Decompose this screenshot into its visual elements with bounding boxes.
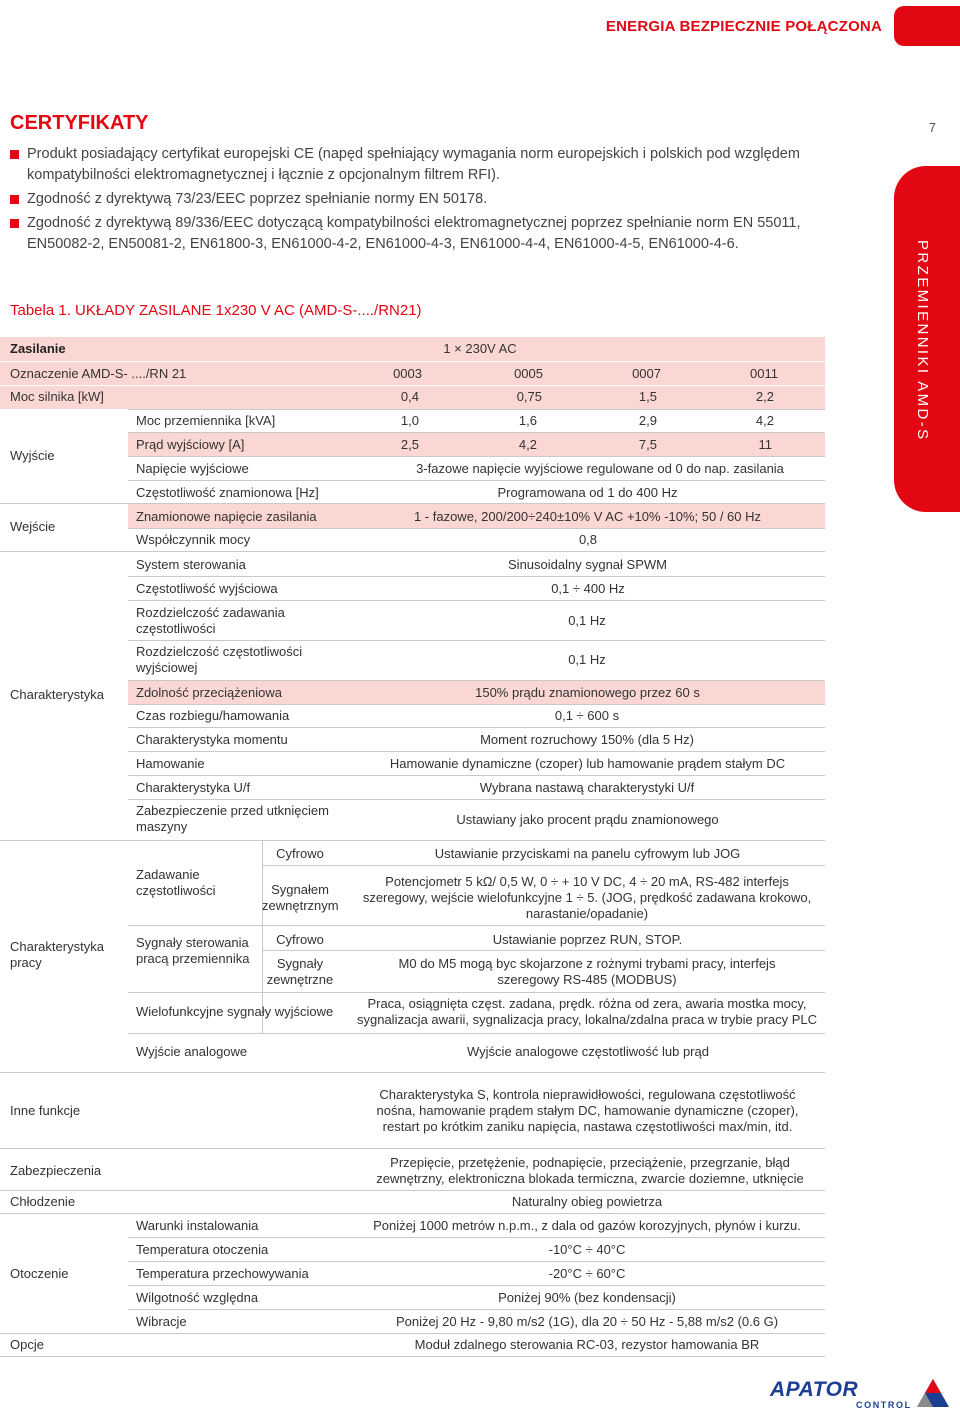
logo-wordmark: APATOR xyxy=(770,1378,859,1401)
page-number: 7 xyxy=(928,120,936,135)
braking-value: Hamowanie dynamiczne (czoper) lub hamowanie prądem stałym DC xyxy=(389,756,786,771)
storage-value: -20°C ÷ 60°C xyxy=(548,1266,626,1281)
cooling-value: Naturalny obieg powietrza xyxy=(511,1194,663,1209)
humidity-value: Poniżej 90% (bez kondensacji) xyxy=(498,1290,676,1305)
vibration-value: Poniżej 20 Hz - 9,80 m/s2 (1G), dla 20 ÷ 50 Hz - 5,88 m/s2 (0.6 G) xyxy=(395,1314,779,1329)
designation-value: 0005 xyxy=(514,366,543,381)
certificate-text: Produkt posiadający certyfikat europejski CE (napęd spełniający wymagania norm europejskich i polskich pod względem kompatybilności elektromagnetycznej i łącznie z opcjonalnym filtrem RFI). xyxy=(27,146,800,183)
multi-output-label: Wielofunkcyjne sygnały wyjściowe xyxy=(136,1004,334,1019)
braking-label: Hamowanie xyxy=(136,756,205,771)
uf-label: Charakterystyka U/f xyxy=(136,780,251,795)
uf-value: Wybrana nastawą charakterystyki U/f xyxy=(479,780,695,795)
motor-power-value: 0,75 xyxy=(516,389,542,404)
certificate-text: Zgodność z dyrektywą 89/336/EEC dotyczącą kompatybilności elektromagnetycznej poprzez spełnianie norm EN 55011, EN50082-2, EN50081-2, EN61800-3, EN61000-4-2, EN61000-4-3, EN61000-4-4, EN61000-4-5, EN61000-4-6. xyxy=(27,215,801,252)
inverter-power-label: Moc przemiennika [kVA] xyxy=(136,413,276,428)
output-frequency-value: 0,1 ÷ 400 Hz xyxy=(551,581,625,596)
overload-value: 150% prądu znamionowego przez 60 s xyxy=(475,685,700,700)
group-options: Opcje xyxy=(10,1337,44,1352)
logo-triangle-icon xyxy=(916,1378,950,1408)
vibration-label: Wibracje xyxy=(136,1314,187,1329)
freq-external-value: Potencjometr 5 kΩ/ 0,5 W, 0 ÷ + 10 V DC, 4 ÷ 20 mA, RS-482 interfejs szeregowy, wejście wielofunkcyjne 1 ÷ 5. (JOG, prędkość zadawana krokowo, narastanie/opadanie) xyxy=(362,874,812,921)
setting-resolution-value: 0,1 Hz xyxy=(568,613,606,628)
output-frequency-label: Częstotliwość wyjściowa xyxy=(136,581,278,596)
protection-value: Przepięcie, przetężenie, podnapięcie, przeciążenie, przegrzanie, błąd zewnętrzny, elektroniczna blokada termiczna, zwarcie doziemne, utknięcie xyxy=(376,1155,804,1186)
accel-time-label: Czas rozbiegu/hamowania xyxy=(136,708,290,723)
motor-power-value: 2,2 xyxy=(755,389,774,404)
motor-power-label: Moc silnika [kW] xyxy=(10,389,104,404)
output-current-value: 11 xyxy=(758,437,772,452)
rated-voltage-label: Znamionowe napięcie zasilania xyxy=(136,509,317,524)
table-caption: Tabela 1. UKŁADY ZASILANE 1x230 V AC (AMD-S-..../RN21) xyxy=(10,302,422,319)
other-value: Charakterystyka S, kontrola nieprawidłowości, regulowana częstotliwość nośna, hamowanie prądem stałym DC, hamowanie dynamiczne (czoper), restart po krótkim zaniku napięcia, nastawa częstotliwości max/min, itd. xyxy=(376,1087,799,1134)
ambient-label: Temperatura otoczenia xyxy=(136,1242,269,1257)
brand-tagline: ENERGIA BEZPIECZNIE POŁĄCZONA xyxy=(605,18,882,35)
accel-time-value: 0,1 ÷ 600 s xyxy=(554,708,620,723)
output-current-value: 7,5 xyxy=(638,437,657,452)
control-system-value: Sinusoidalny sygnał SPWM xyxy=(508,557,667,572)
logo-subtitle: CONTROL xyxy=(856,1400,912,1410)
install-label: Warunki instalowania xyxy=(136,1218,259,1233)
output-current-label: Prąd wyjściowy [A] xyxy=(136,437,245,452)
output-current-value: 2,5 xyxy=(400,437,419,452)
supply-label: Zasilanie xyxy=(10,341,66,356)
rated-frequency-value: Programowana od 1 do 400 Hz xyxy=(497,485,678,500)
rated-voltage-value: 1 - fazowe, 200/200÷240±10% V AC +10% -10%; 50 / 60 Hz xyxy=(413,509,762,524)
power-factor-label: Współczynnik mocy xyxy=(136,532,251,547)
group-input: Wejście xyxy=(10,519,56,534)
stall-label: Zabezpieczenie przed utknięciem maszyny xyxy=(136,803,329,834)
control-system-label: System sterowania xyxy=(136,557,246,572)
inverter-power-value: 1,0 xyxy=(400,413,419,428)
rated-frequency-label: Częstotliwość znamionowa [Hz] xyxy=(136,485,319,500)
overload-label: Zdolność przeciążeniowa xyxy=(136,685,282,700)
designation-value: 0007 xyxy=(632,366,661,381)
storage-label: Temperatura przechowywania xyxy=(136,1266,309,1281)
freq-setting-label: Zadawanie częstotliwości xyxy=(136,867,216,898)
designation-value: 0003 xyxy=(393,366,422,381)
analog-output-label: Wyjście analogowe xyxy=(136,1044,248,1059)
output-resolution-value: 0,1 Hz xyxy=(568,652,606,667)
signals-digital-value: Ustawianie poprzez RUN, STOP. xyxy=(492,932,683,947)
install-value: Poniżej 1000 metrów n.p.m., z dala od gazów korozyjnych, płynów i kurzu. xyxy=(373,1218,801,1233)
output-voltage-value: 3-fazowe napięcie wyjściowe regulowane od 0 do nap. zasilania xyxy=(416,461,784,476)
output-current-value: 4,2 xyxy=(518,437,537,452)
output-resolution-label: Rozdzielczość częstotliwości wyjściowej xyxy=(136,644,303,675)
group-output: Wyjście xyxy=(10,448,55,463)
group-environment: Otoczenie xyxy=(10,1266,69,1281)
group-operation: Charakterystyka pracy xyxy=(10,939,104,970)
group-characteristics: Charakterystyka xyxy=(10,687,104,702)
apator-logo xyxy=(770,1378,954,1408)
torque-label: Charakterystyka momentu xyxy=(136,732,288,747)
motor-power-value: 0,4 xyxy=(400,389,419,404)
signals-external-value: M0 do M5 mogą byc skojarzone z rożnymi trybami pracy, interfejs szeregowy RS-485 (MODBUS) xyxy=(398,956,776,987)
setting-resolution-label: Rozdzielczość zadawania częstotliwości xyxy=(136,605,285,636)
group-protection: Zabezpieczenia xyxy=(10,1163,102,1178)
humidity-label: Wilgotność względna xyxy=(136,1290,259,1305)
control-signals-label: Sygnały sterowania pracą przemiennika xyxy=(136,935,250,966)
group-other: Inne funkcje xyxy=(10,1103,81,1118)
options-value: Moduł zdalnego sterowania RC-03, rezystor hamowania BR xyxy=(414,1337,760,1352)
inverter-power-value: 4,2 xyxy=(755,413,774,428)
inverter-power-value: 1,6 xyxy=(518,413,537,428)
signals-external-label: Sygnały zewnętrzne xyxy=(266,956,334,987)
multi-output-value: Praca, osiągnięta częst. zadana, prędk. różna od zera, awaria mostka mocy, sygnalizacja awarii, sygnalizacja pracy, lokalna/zdalna praca w trybie pracy PLC xyxy=(356,996,818,1027)
freq-digital-label: Cyfrowo xyxy=(276,846,324,861)
ambient-value: -10°C ÷ 40°C xyxy=(548,1242,626,1257)
analog-output-value: Wyjście analogowe częstotliwość lub prąd xyxy=(467,1044,709,1059)
signals-digital-label: Cyfrowo xyxy=(276,932,324,947)
freq-digital-value: Ustawianie przyciskami na panelu cyfrowym lub JOG xyxy=(434,846,741,861)
motor-power-value: 1,5 xyxy=(638,389,657,404)
stall-value: Ustawiany jako procent prądu znamionowego xyxy=(456,812,719,827)
supply-value: 1 × 230V AC xyxy=(443,341,517,356)
group-cooling: Chłodzenie xyxy=(10,1194,76,1209)
power-factor-value: 0,8 xyxy=(578,532,598,547)
section-title: CERTYFIKATY xyxy=(10,112,149,134)
freq-external-label: Sygnałem zewnętrznym xyxy=(262,882,339,913)
torque-value: Moment rozruchowy 150% (dla 5 Hz) xyxy=(480,732,694,747)
output-voltage-label: Napięcie wyjściowe xyxy=(136,461,249,476)
designation-label: Oznaczenie AMD-S- ..../RN 21 xyxy=(10,366,187,381)
inverter-power-value: 2,9 xyxy=(638,413,657,428)
side-section-label: PRZEMIENNIKI AMD-S xyxy=(914,240,931,442)
certificate-text: Zgodność z dyrektywą 73/23/EEC poprzez spełnianie normy EN 50178. xyxy=(27,191,488,207)
designation-value: 0011 xyxy=(750,366,778,381)
